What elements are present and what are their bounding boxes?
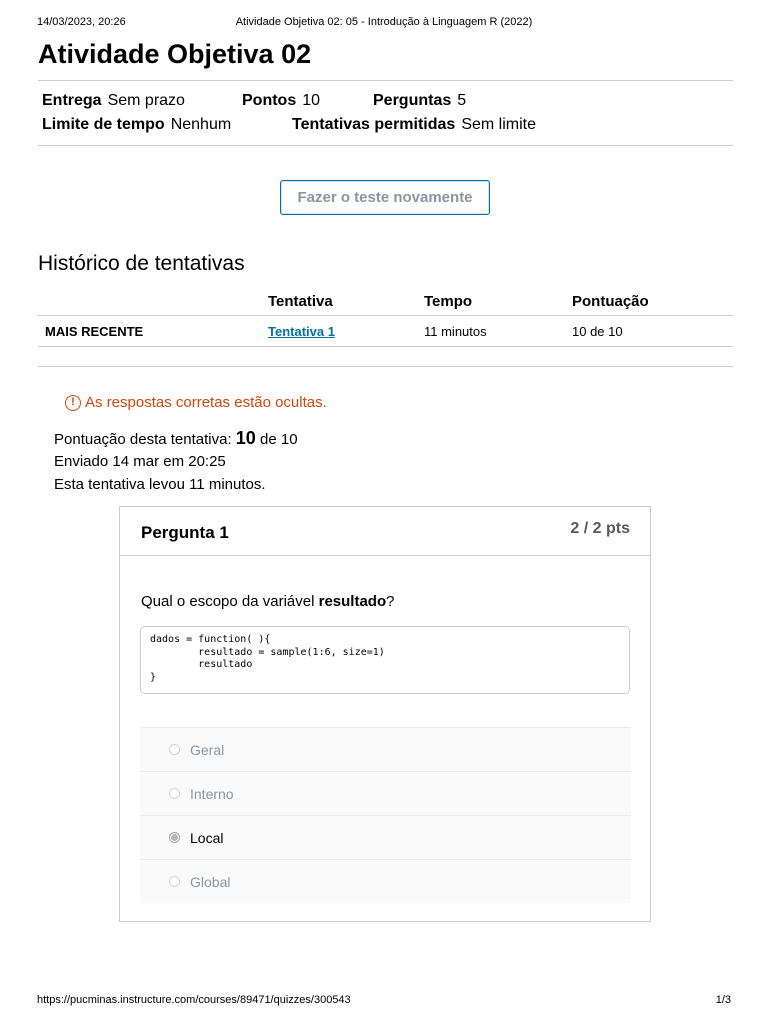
- answer-option-global[interactable]: [140, 859, 631, 903]
- time-limit-label: Limite de tempo: [42, 116, 165, 133]
- print-document-title: Atividade Objetiva 02: 05 - Introdução à Linguagem R (2022): [235, 16, 533, 28]
- table-row-empty: [38, 347, 733, 367]
- history-title: Histórico de tentativas: [38, 252, 245, 275]
- due-detail: [42, 92, 185, 109]
- radio-button-selected[interactable]: [169, 832, 180, 843]
- attempts-value: Sem limite: [461, 116, 536, 133]
- radio-button[interactable]: [169, 744, 180, 755]
- answer-list: [140, 727, 631, 903]
- print-page-number: 1/3: [715, 994, 731, 1006]
- answer-option-geral[interactable]: [140, 727, 631, 771]
- code-block: dados = function( ){ resultado = sample(1:6, size=1) resultado }: [140, 626, 630, 694]
- duration-line: Esta tentativa levou 11 minutos.: [54, 476, 266, 493]
- score-value: 10: [235, 428, 256, 448]
- column-header-attempt: Tentativa: [268, 288, 424, 316]
- question-text-bold: resultado: [318, 593, 387, 610]
- answer-label: Global: [190, 873, 231, 890]
- question-text-suffix: ?: [386, 593, 395, 610]
- column-header-score: Pontuação: [572, 288, 733, 316]
- table-header-row: [38, 288, 733, 316]
- question-card: [119, 506, 651, 922]
- warning-circle-icon: !: [65, 395, 81, 411]
- due-label: Entrega: [42, 92, 102, 109]
- attempt-score-line: [54, 428, 298, 449]
- points-value: 10: [302, 92, 321, 109]
- questions-detail: [373, 92, 466, 110]
- answers-hidden-text: As respostas corretas estão ocultas.: [85, 394, 327, 411]
- attempts-label: Tentativas permitidas: [292, 116, 456, 133]
- answers-hidden-notice: [65, 394, 327, 411]
- quiz-details-row-1: [42, 92, 185, 110]
- attempts-detail: [292, 116, 536, 134]
- table-row: [38, 316, 733, 347]
- divider: [38, 145, 733, 146]
- question-text: [141, 593, 394, 610]
- radio-button[interactable]: [169, 788, 180, 799]
- print-url: https://pucminas.instructure.com/courses/89471/quizzes/300543: [37, 994, 351, 1006]
- retake-quiz-button[interactable]: Fazer o teste novamente: [280, 180, 490, 215]
- answer-label: Geral: [190, 741, 225, 758]
- column-header-time: Tempo: [424, 288, 572, 316]
- questions-value: 5: [457, 92, 467, 109]
- answer-label: Interno: [190, 785, 234, 802]
- attempt-link[interactable]: Tentativa 1: [268, 323, 335, 339]
- print-header: [37, 16, 731, 30]
- due-value: Sem prazo: [107, 92, 185, 109]
- attempt-recency: MAIS RECENTE: [38, 316, 268, 347]
- question-header: [120, 507, 650, 556]
- points-label: Pontos: [242, 92, 297, 109]
- column-header: [38, 288, 268, 316]
- answer-label: Local: [190, 829, 224, 846]
- time-limit-value: Nenhum: [170, 116, 232, 133]
- page-title: Atividade Objetiva 02: [38, 39, 312, 69]
- question-points: 2 / 2 pts: [570, 520, 630, 537]
- questions-label: Perguntas: [373, 92, 452, 109]
- answer-option-interno[interactable]: [140, 771, 631, 815]
- score-label: Pontuação desta tentativa:: [54, 431, 236, 448]
- print-datetime: 14/03/2023, 20:26: [37, 16, 126, 28]
- print-footer: [37, 994, 731, 1008]
- question-text-prefix: Qual o escopo da variável: [141, 593, 319, 610]
- attempt-time: 11 minutos: [424, 316, 572, 347]
- submitted-line: Enviado 14 mar em 20:25: [54, 453, 226, 470]
- time-limit-detail: [42, 116, 231, 134]
- attempt-score: 10 de 10: [572, 316, 733, 347]
- score-total: de 10: [255, 431, 298, 448]
- points-detail: [242, 92, 320, 110]
- question-title: Pergunta 1: [141, 523, 229, 542]
- divider: [38, 80, 733, 81]
- attempt-history-table: [38, 288, 733, 367]
- radio-button[interactable]: [169, 876, 180, 887]
- answer-option-local[interactable]: [140, 815, 631, 859]
